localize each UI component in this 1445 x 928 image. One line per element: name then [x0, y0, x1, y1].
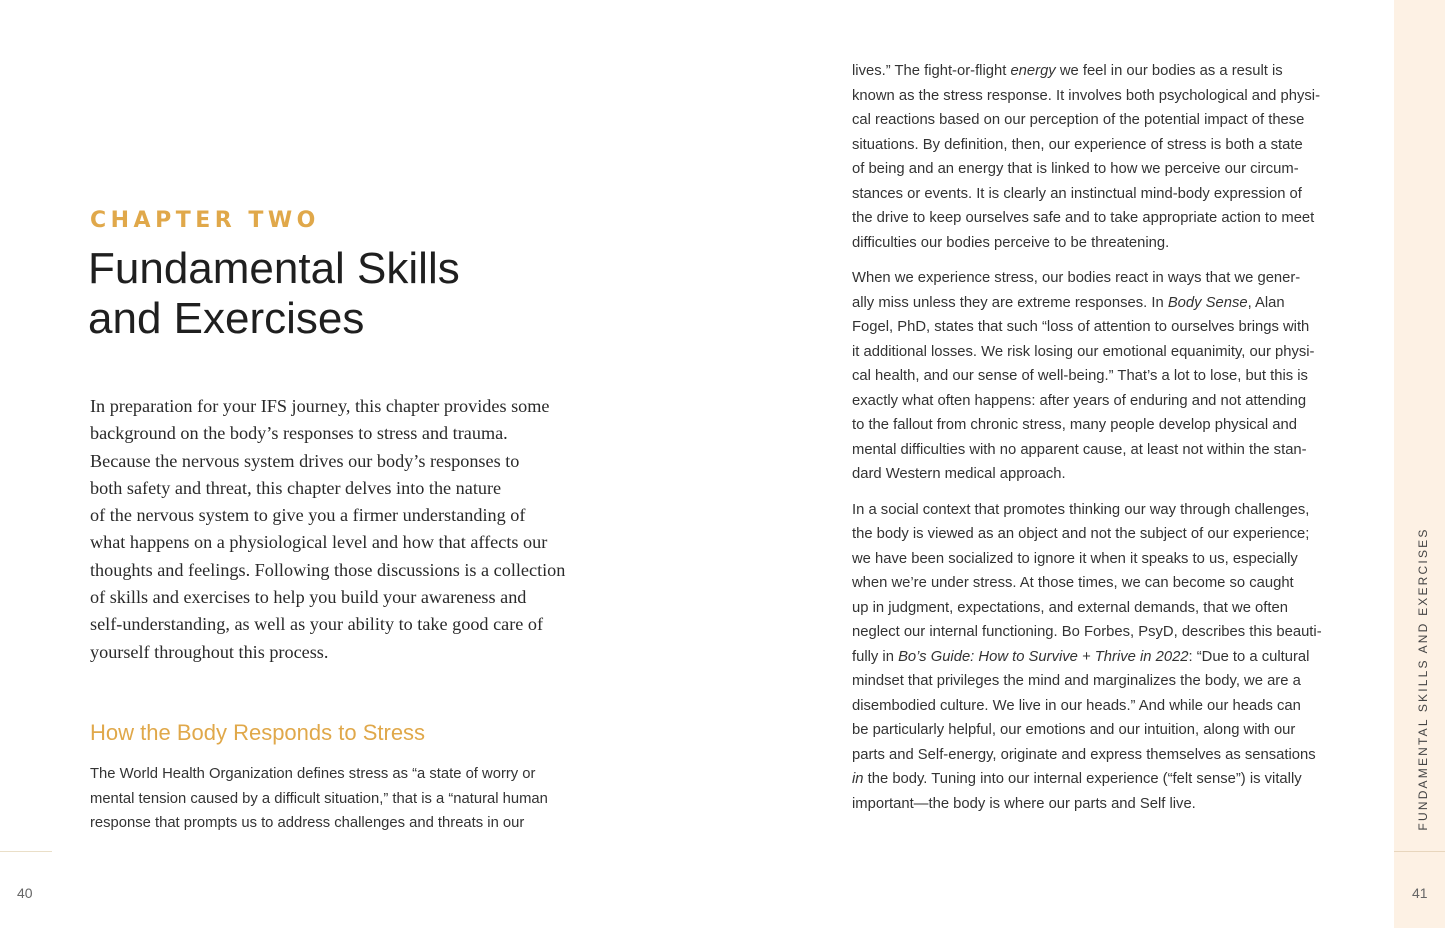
text-run: : “Due to a cultural — [1188, 648, 1310, 665]
text-line — [852, 767, 1357, 792]
chapter-label: CHAPTER TWO — [90, 208, 320, 233]
text-line: it additional losses. We risk losing our emotional equanimity, our physi- — [852, 343, 1315, 360]
text-line: difficulties our bodies perceive to be threatening. — [852, 234, 1170, 251]
text-run: , Alan — [1247, 294, 1285, 311]
text-line: mental difficulties with no apparent cause, at least not within the stan- — [852, 441, 1307, 458]
text-line — [852, 291, 1357, 316]
paragraph-3 — [852, 498, 1357, 817]
intro-line: both safety and threat, this chapter delves into the nature — [90, 477, 502, 498]
paragraph-2 — [852, 266, 1357, 487]
section-line: The World Health Organization defines stress as “a state of worry or — [90, 766, 536, 782]
text-line: mindset that privileges the mind and marginalizes the body, we are a — [852, 673, 1301, 689]
page-number-right: 41 — [1412, 885, 1428, 901]
page-number-left: 40 — [17, 885, 33, 901]
text-line: the drive to keep ourselves safe and to take appropriate action to meet — [852, 210, 1315, 226]
text-run: lives.” The fight-or-flight — [852, 63, 1011, 79]
intro-line: background on the body’s responses to stress and trauma. — [90, 423, 508, 444]
footer-divider — [1394, 851, 1445, 852]
text-line: up in judgment, expectations, and external demands, that we often — [852, 599, 1288, 616]
paragraph-1 — [852, 59, 1357, 255]
text-run: ally miss unless they are extreme responses. In — [852, 294, 1168, 311]
running-head: FUNDAMENTAL SKILLS AND EXERCISES — [1416, 527, 1430, 831]
intro-line: yourself throughout this process. — [90, 641, 329, 662]
section-heading: How the Body Responds to Stress — [90, 720, 426, 745]
footer-divider — [0, 851, 52, 852]
text-line — [852, 645, 1357, 670]
italic-run: Body Sense — [1167, 294, 1248, 311]
intro-line: self-understanding, as well as your ability to take good care of — [90, 614, 544, 635]
text-line: dard Western medical approach. — [852, 466, 1066, 482]
text-line: Fogel, PhD, states that such “loss of attention to ourselves brings with — [852, 319, 1310, 335]
text-line: the body is viewed as an object and not the subject of our experience; — [852, 526, 1310, 542]
intro-line: In preparation for your IFS journey, this chapter provides some — [90, 396, 550, 416]
chapter-title-line: and Exercises — [88, 294, 365, 343]
text-run: fully in — [852, 648, 899, 665]
intro-line: thoughts and feelings. Following those discussions is a collection — [90, 559, 566, 580]
text-line: important—the body is where our parts and Self live. — [852, 795, 1196, 812]
text-line: situations. By definition, then, our experience of stress is both a state — [852, 136, 1303, 153]
text-line: when we’re under stress. At those times, we can become so caught — [852, 575, 1294, 591]
italic-run: in — [852, 771, 864, 787]
text-line: be particularly helpful, our emotions and our intuition, along with our — [852, 722, 1296, 738]
text-run: the body. Tuning into our internal experience (“felt sense”) is vitally — [863, 771, 1302, 787]
intro-paragraph — [90, 393, 610, 666]
text-line: cal health, and our sense of well-being.” That’s a lot to lose, but this is — [852, 368, 1308, 384]
text-line: we have been socialized to ignore it when it speaks to us, especially — [852, 550, 1298, 567]
right-page-body — [852, 59, 1357, 827]
text-line: disembodied culture. We live in our heads.” And while our heads can — [852, 697, 1301, 714]
intro-line: of the nervous system to give you a firmer understanding of — [90, 505, 526, 526]
text-line: When we experience stress, our bodies react in ways that we gener- — [852, 270, 1301, 286]
section-line: mental tension caused by a difficult situation,” that is a “natural human — [90, 790, 548, 807]
text-line: stances or events. It is clearly an instinctual mind-body expression of — [852, 185, 1302, 202]
chapter-title-line: Fundamental Skills — [88, 244, 460, 293]
text-line: cal reactions based on our perception of the potential impact of these — [852, 112, 1305, 128]
intro-line: what happens on a physiological level and how that affects our — [90, 532, 548, 553]
text-line: known as the stress response. It involves both psychological and physi- — [852, 87, 1320, 104]
text-run: we feel in our bodies as a result is — [1055, 63, 1283, 79]
italic-run: energy — [1010, 63, 1056, 79]
text-line: neglect our internal functioning. Bo Forbes, PsyD, describes this beauti- — [852, 624, 1322, 640]
italic-run: Bo’s Guide: How to Survive + Thrive in 2022 — [898, 648, 1189, 665]
text-line: to the fallout from chronic stress, many people develop physical and — [852, 417, 1297, 433]
text-line: In a social context that promotes thinking our way through challenges, — [852, 501, 1310, 518]
intro-line: of skills and exercises to help you build your awareness and — [90, 587, 527, 608]
text-line — [852, 59, 1357, 84]
text-line: exactly what often happens: after years of enduring and not attending — [852, 392, 1307, 409]
intro-line: Because the nervous system drives our body’s responses to — [90, 450, 520, 471]
text-line: parts and Self-energy, originate and express themselves as sensations — [852, 746, 1316, 763]
section-line: response that prompts us to address challenges and threats in our — [90, 815, 525, 832]
section-paragraph — [90, 762, 610, 836]
chapter-title — [88, 244, 608, 344]
text-line: of being and an energy that is linked to how we perceive our circum- — [852, 161, 1299, 177]
